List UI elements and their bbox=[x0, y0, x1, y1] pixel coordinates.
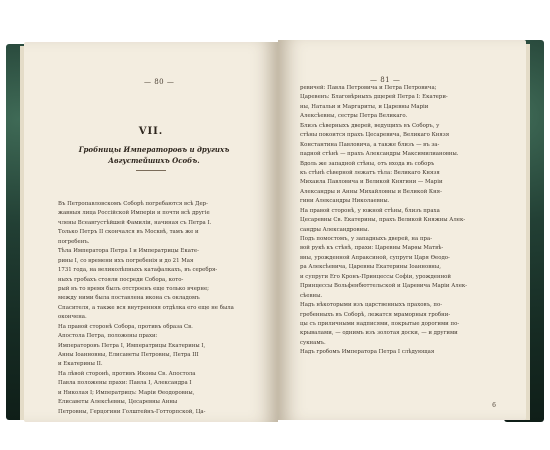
text-line: сукнамъ. bbox=[300, 339, 326, 346]
text-line: ревичей: Павла Петровича и Петра Петровича; bbox=[300, 85, 437, 91]
text-line: На лѣвой сторонѣ, противъ Иконы Св. Апостола bbox=[58, 370, 196, 377]
text-line: падной стѣнѣ — прахъ Александры Максимилиановны. bbox=[300, 151, 459, 158]
open-book bbox=[6, 38, 544, 426]
text-line: Алексѣевны, сестры Петра Великаго. bbox=[300, 113, 408, 120]
text-line: стѣны покоится прахъ Цесаревича, Великаго Князя bbox=[300, 132, 450, 139]
text-line: между ними была поставлена икона съ окладомъ bbox=[58, 295, 200, 302]
text-line: Царевенъ: Благовѣрныхъ дщерей Петра I: Екатери- bbox=[300, 94, 448, 101]
right-page bbox=[278, 40, 526, 420]
text-line: къ стѣнѣ сѣверной лежатъ тѣла: Великаго Князя bbox=[300, 169, 440, 176]
text-line: и Екатерины II. bbox=[58, 361, 103, 368]
text-line: Подъ помостомъ, у западныхъ дверей, на пра- bbox=[300, 236, 433, 242]
text-line: гини Александры Николаевны. bbox=[300, 198, 390, 205]
chapter-number: VII. bbox=[138, 126, 164, 137]
text-line: Анны Іоанновны, Елисаветы Петровны, Петра III bbox=[58, 352, 199, 358]
text-line: Апостола Петра, положены прахи: bbox=[58, 333, 158, 340]
right-page-text bbox=[300, 84, 506, 358]
text-line: Надъ нѣкоторыми изъ царственныхъ праховъ, по- bbox=[300, 302, 443, 309]
text-line: Михаила Павловича и Великой Княгини — Маріи bbox=[300, 179, 443, 186]
chapter-heading: Гробницы Императоровъ и другихъ Августейшихъ Особъ. bbox=[78, 145, 230, 165]
text-line: цы съ приличными надписями, покрытые дорогими по- bbox=[300, 320, 460, 327]
text-line: Вдоль же западной стѣны, отъ входа въ соборъ bbox=[300, 160, 435, 167]
text-line: вой рукѣ къ стѣнѣ, прахи: Царевны Марѳы Матвѣ- bbox=[300, 245, 444, 252]
text-line: жавныя лица Россійской Имперіи и почти всѣ другіе bbox=[58, 210, 210, 217]
text-line: ра Алексѣевича, Царевны Екатерины Іоанновны, bbox=[300, 264, 441, 271]
left-page bbox=[24, 42, 278, 422]
text-line: ныхъ гробахъ стояли посреди Собора, кото- bbox=[58, 276, 184, 283]
text-line: рины I, со времени ихъ погребенія и до 21 Мая bbox=[58, 257, 194, 264]
text-line: погребенъ. bbox=[58, 238, 90, 245]
text-line: рый въ то время былъ отстроенъ еще только вчерне; bbox=[58, 285, 209, 292]
text-line: Александры и Анны Михайловны и Великой Кня- bbox=[300, 188, 442, 195]
text-line: Въ Петропавловскомъ Соборѣ погребаются всѣ Дер- bbox=[58, 201, 208, 207]
text-line: Близъ сѣверныхъ дверей, ведущихъ въ Соборъ, у bbox=[300, 122, 440, 129]
text-line: На правой сторонѣ, у южной стѣны, близъ праха bbox=[300, 207, 440, 214]
text-line: Только Петръ II скончался въ Москвѣ, тамъ же и bbox=[58, 229, 199, 236]
text-line: Елисаветы Алексѣевны, Цесаревны Анны bbox=[58, 399, 178, 406]
text-line: члены Всеавгустѣйшей Фамиліи, начиная съ Петра I. bbox=[58, 219, 212, 226]
text-line: Императоровъ Петра I, Императрицы Екатерины I, bbox=[58, 342, 206, 349]
text-line: Петровны, Герцогини Голштейнъ-Готторпской, Ца- bbox=[58, 408, 206, 415]
text-line: и супруги Его Кронъ-Принцессы Софіи, урожденной bbox=[300, 273, 452, 280]
text-line: 1731 года, на великолѣпныхъ катафалкахъ, въ серебря- bbox=[58, 267, 218, 274]
text-line: окончена. bbox=[58, 314, 87, 321]
text-line: Надъ гробомъ Императора Петра I слѣдующая bbox=[300, 349, 435, 356]
text-line: Цесаревны Св. Екатерины, прахъ Великой Княжны Алек- bbox=[300, 217, 466, 224]
heading-rule bbox=[136, 170, 166, 171]
text-line: Спасителя, а также вся внутренняя отдѣлка его еще не была bbox=[58, 304, 234, 311]
left-page-text bbox=[58, 200, 254, 417]
text-line: гребенныхъ въ Соборѣ, лежатся мраморныя гробни- bbox=[300, 311, 451, 318]
text-line: ны, Натальи и Маргариты, и Царевны Маріи bbox=[300, 103, 429, 110]
text-line: вны, урожденной Апраксиной, супруги Царя Ѳеодо- bbox=[300, 254, 450, 261]
text-line: сандры Александровны. bbox=[300, 226, 370, 233]
text-line: сѣевны. bbox=[300, 292, 323, 299]
text-line: Тѣла Императора Петра I и Императрицы Екате- bbox=[58, 248, 199, 255]
text-line: Павла положены прахи: Павла I, Александра I bbox=[58, 380, 192, 387]
text-line: Константина Павловича, а также близъ — въ за- bbox=[300, 141, 440, 148]
right-page-number: — 81 — bbox=[370, 76, 401, 84]
text-line: и Николая I; Императрицъ: Маріи Ѳеодоровны, bbox=[58, 389, 195, 396]
signature-mark: 6 bbox=[492, 402, 496, 409]
text-line: Принцессы Вольфенбюттельской и Царевича Маріи Алек- bbox=[300, 283, 468, 290]
left-page-number: — 80 — bbox=[144, 78, 175, 86]
text-line: На правой сторонѣ Собора, противъ образа Св. bbox=[58, 323, 193, 330]
text-line: крывалами, — однимъ изъ золотая доски, — и другими bbox=[300, 330, 458, 337]
